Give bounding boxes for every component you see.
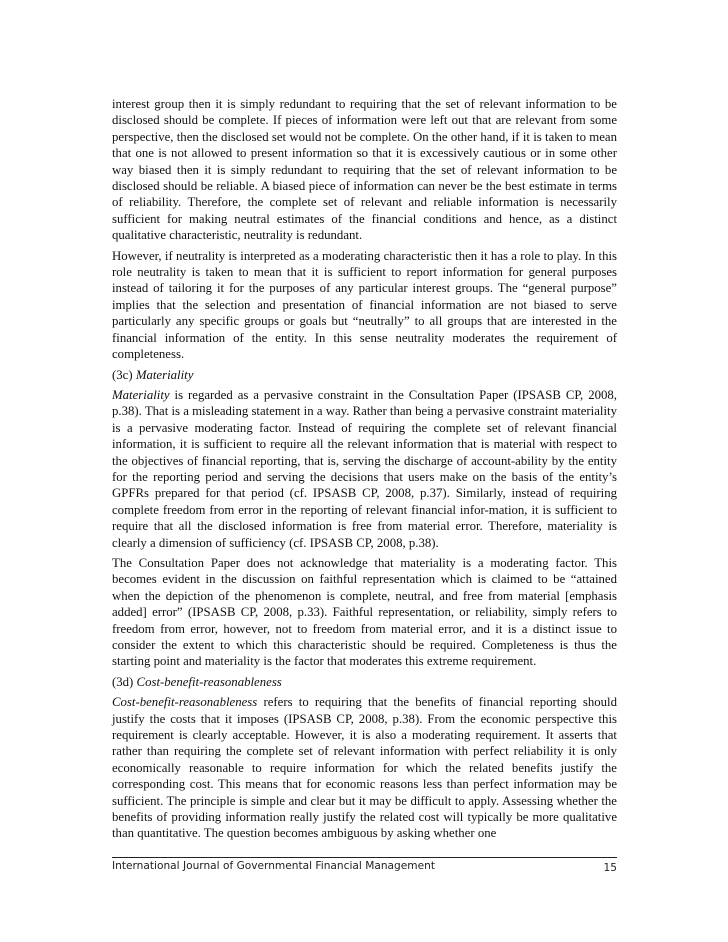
page-number: 15: [603, 862, 617, 874]
paragraph-neutrality-redundant: interest group then it is simply redundant to requiring that the set of relevant information to be disclosed should be complete. If pieces of information were left out that are relevant from some perspective, then the disclosed set would not be complete. On the other hand, if it is taken to mean that one is not allowed to present information so that it is excessively cautious or in some other way biased then it is simply redundant to requiring that the set of relevant information to be disclosed should be reliable. A biased piece of information can never be the best estimate in terms of reliability. Therefore, the complete set of relevant and reliable information is necessarily sufficient for making neutral estimates of the financial conditions and hence, as a distinct qualitative characteristic, neutrality is redundant.: [112, 97, 617, 243]
section-title: Cost-benefit-reasonableness: [136, 674, 282, 689]
body-text: [112, 96, 617, 846]
paragraph-consultation-paper: The Consultation Paper does not acknowledge that materiality is a moderating factor. This becomes evident in the discussion on faithful representation which is claimed to be “attained when the depiction of the phenomenon is complete, neutral, and free from material [emphasis added] error” (IPSASB CP, 2008, p.33). Faithful representation, or reliability, simply refers to freedom from error, however, not to freedom from material error, and it is a distinct issue to consider the extent to which this characteristic should be required. Completeness is thus the starting point and materiality is the factor that moderates this extreme requirement.: [112, 555, 617, 669]
footer-divider: [112, 857, 617, 858]
term-materiality: Materiality: [112, 387, 170, 402]
paragraph-cost-benefit: [112, 694, 617, 842]
section-heading-3d: [112, 674, 617, 690]
paragraph-neutrality-moderating: However, if neutrality is interpreted as a moderating characteristic then it has a role to play. In this role neutrality is taken to mean that it is sufficient to report information for general purposes instead of tailoring it for the purposes of any particular interest groups. The “general purpose” implies that the selection and presentation of financial information are not biased to serve particularly any specific groups or goals but “neutrally” to all groups that are interested in the financial information of the entity. In this sense neutrality moderates the requirement of completeness.: [112, 248, 617, 362]
section-number: (3d): [112, 674, 137, 689]
paragraph-materiality: [112, 387, 617, 551]
section-number: (3c): [112, 367, 136, 382]
section-title: Materiality: [135, 367, 194, 382]
term-cost-benefit: Cost-benefit-reasonableness: [112, 695, 258, 710]
paragraph-text: is regarded as a pervasive constraint in the Consultation Paper (IPSASB CP, 2008, p.38). That is a misleading statement in a way. Rather than being a pervasive constraint materiality is a pervasive moderating factor. Instead of requiring the complete set of relevant financial information, it is sufficient to require all the relevant information that is material with respect to the objectives of financial reporting, that is, serving the discharge of account-ability by the entity for the reporting period and serving the decisions that users make on the basis of the entity’s GPFRs prepared for that period (cf. IPSASB CP, 2008, p.37). Similarly, instead of requiring complete freedom from error in the reporting of relevant financial infor-mation, it is sufficient to require that all the disclosed information is free from material error. Therefore, materiality is clearly a dimension of sufficiency (cf. IPSASB CP, 2008, p.38).: [112, 387, 617, 550]
section-heading-3c: [112, 367, 617, 383]
paragraph-text: refers to requiring that the benefits of financial reporting should justify the costs that it imposes (IPSASB CP, 2008, p.38). From the economic perspective this requirement is clearly acceptable. However, it is also a moderating requirement. It asserts that rather than requiring the complete set of relevant information with perfect reliability it is only economically reasonable to require information for which the related benefits justify the corresponding cost. This means that for economic reasons less than perfect information may be sufficient. The principle is simple and clear but it may be difficult to apply. Assessing whether the benefits of providing information really justify the related cost will typically be more qualitative than quantitative. The question becomes ambiguous by asking whether one: [112, 695, 617, 841]
footer-journal-title: International Journal of Governmental Financial Management: [112, 860, 435, 872]
